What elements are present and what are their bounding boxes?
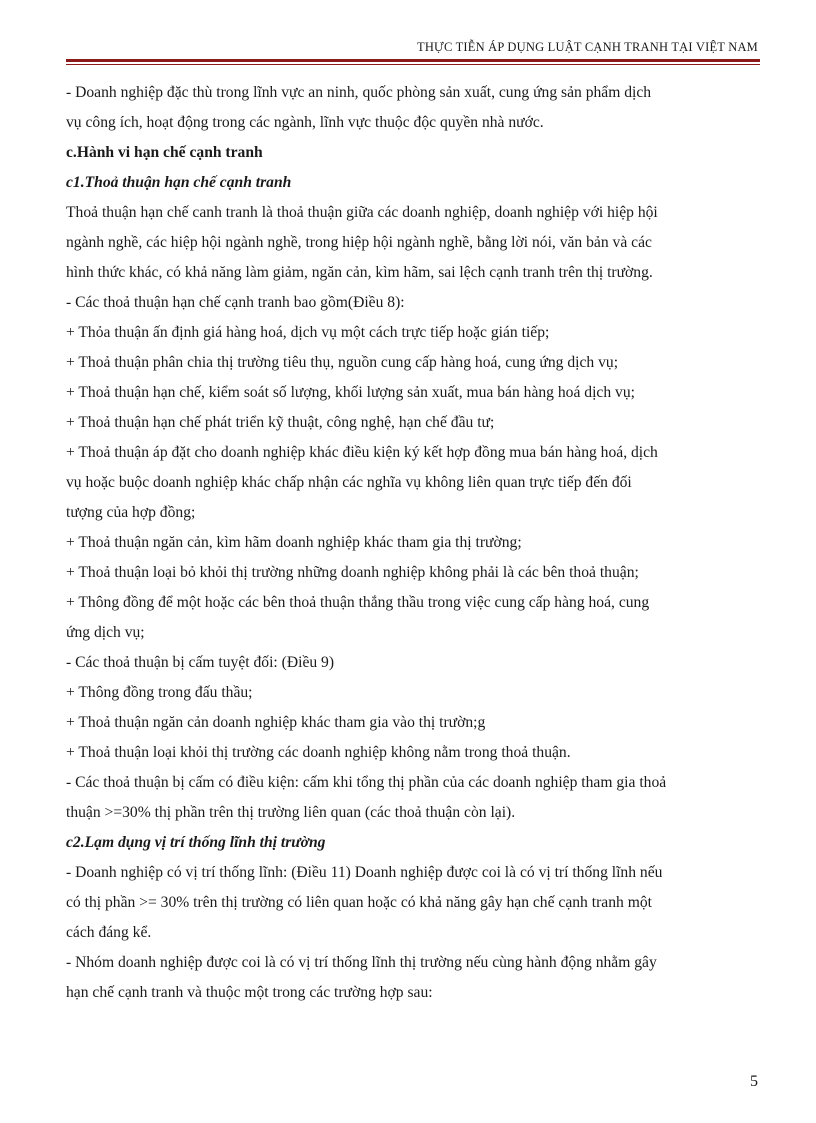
- text-line: hạn chế cạnh tranh và thuộc một trong các trường hợp sau:: [66, 984, 433, 1001]
- header-rule-thick: [66, 59, 760, 62]
- text-line: + Thoả thuận loại khỏi thị trường các doanh nghiệp không nằm trong thoả thuận.: [66, 744, 571, 761]
- text-line: + Thoả thuận áp đặt cho doanh nghiệp khác điều kiện ký kết hợp đồng mua bán hàng hoá, dịch: [66, 444, 658, 461]
- text-line: + Thoả thuận ngăn cản, kìm hãm doanh nghiệp khác tham gia thị trường;: [66, 534, 522, 551]
- text-line: thuận >=30% thị phần trên thị trường liên quan (các thoả thuận còn lại).: [66, 804, 516, 821]
- text-line: - Các thoả thuận bị cấm tuyệt đối: (Điều 9): [66, 654, 335, 671]
- text-line: + Thoả thuận phân chia thị trường tiêu thụ, nguồn cung cấp hàng hoá, cung ứng dịch vụ;: [66, 354, 619, 371]
- header-rule-thin: [66, 64, 760, 65]
- text-line: ứng dịch vụ;: [66, 624, 145, 641]
- text-line: cách đáng kể.: [66, 924, 152, 941]
- text-line: + Thoả thuận hạn chế, kiểm soát số lượng, khối lượng sản xuất, mua bán hàng hoá dịch vụ;: [66, 384, 635, 401]
- text-line: + Thoả thuận loại bỏ khỏi thị trường những doanh nghiệp không phải là các bên thoả thuận;: [66, 564, 639, 581]
- page-number: 5: [750, 1073, 758, 1090]
- text-line: Thoả thuận hạn chế canh tranh là thoả thuận giữa các doanh nghiệp, doanh nghiệp với hiệp hội: [66, 204, 658, 221]
- section-heading: c.Hành vi hạn chế cạnh tranh: [66, 144, 263, 161]
- text-line: - Nhóm doanh nghiệp được coi là có vị trí thống lĩnh thị trường nếu cùng hành động nhằm gây: [66, 954, 657, 971]
- text-line: ngành nghề, các hiệp hội ngành nghề, trong hiệp hội ngành nghề, bằng lời nói, văn bản và các: [66, 234, 652, 251]
- text-line: hình thức khác, có khả năng làm giảm, ngăn cản, kìm hãm, sai lệch cạnh tranh trên thị trường.: [66, 264, 653, 281]
- text-line: - Các thoả thuận hạn chế cạnh tranh bao gồm(Điều 8):: [66, 294, 405, 311]
- text-line: + Thông đồng để một hoặc các bên thoả thuận thắng thầu trong việc cung cấp hàng hoá, cung: [66, 594, 650, 611]
- text-line: có thị phần >= 30% trên thị trường có liên quan hoặc có khả năng gây hạn chế cạnh tranh một: [66, 894, 652, 911]
- text-line: vụ hoặc buộc doanh nghiệp khác chấp nhận các nghĩa vụ không liên quan trực tiếp đến đối: [66, 474, 632, 491]
- body-text: [66, 78, 760, 1008]
- text-line: + Thoả thuận hạn chế phát triển kỹ thuật, công nghệ, hạn chế đầu tư;: [66, 414, 495, 431]
- text-line: vụ công ích, hoạt động trong các ngành, lĩnh vực thuộc độc quyền nhà nước.: [66, 114, 544, 131]
- text-line: - Doanh nghiệp đặc thù trong lĩnh vực an ninh, quốc phòng sản xuất, cung ứng sản phẩm dịch: [66, 84, 652, 101]
- subsection-heading: c2.Lạm dụng vị trí thống lĩnh thị trường: [66, 834, 326, 851]
- text-line: + Thoả thuận ngăn cản doanh nghiệp khác tham gia vào thị trườn;g: [66, 714, 486, 731]
- text-line: tượng của hợp đồng;: [66, 504, 196, 521]
- running-header: THỰC TIỄN ÁP DỤNG LUẬT CẠNH TRANH TẠI VIỆT NAM: [416, 40, 758, 54]
- text-line: + Thỏa thuận ấn định giá hàng hoá, dịch vụ một cách trực tiếp hoặc gián tiếp;: [66, 324, 550, 341]
- text-line: + Thông đồng trong đấu thầu;: [66, 684, 253, 701]
- subsection-heading: c1.Thoả thuận hạn chế cạnh tranh: [66, 174, 292, 191]
- text-line: - Doanh nghiệp có vị trí thống lĩnh: (Điều 11) Doanh nghiệp được coi là có vị trí thống lĩnh nếu: [66, 864, 663, 881]
- text-line: - Các thoả thuận bị cấm có điều kiện: cấm khi tổng thị phần của các doanh nghiệp tham gia thoả: [66, 774, 667, 791]
